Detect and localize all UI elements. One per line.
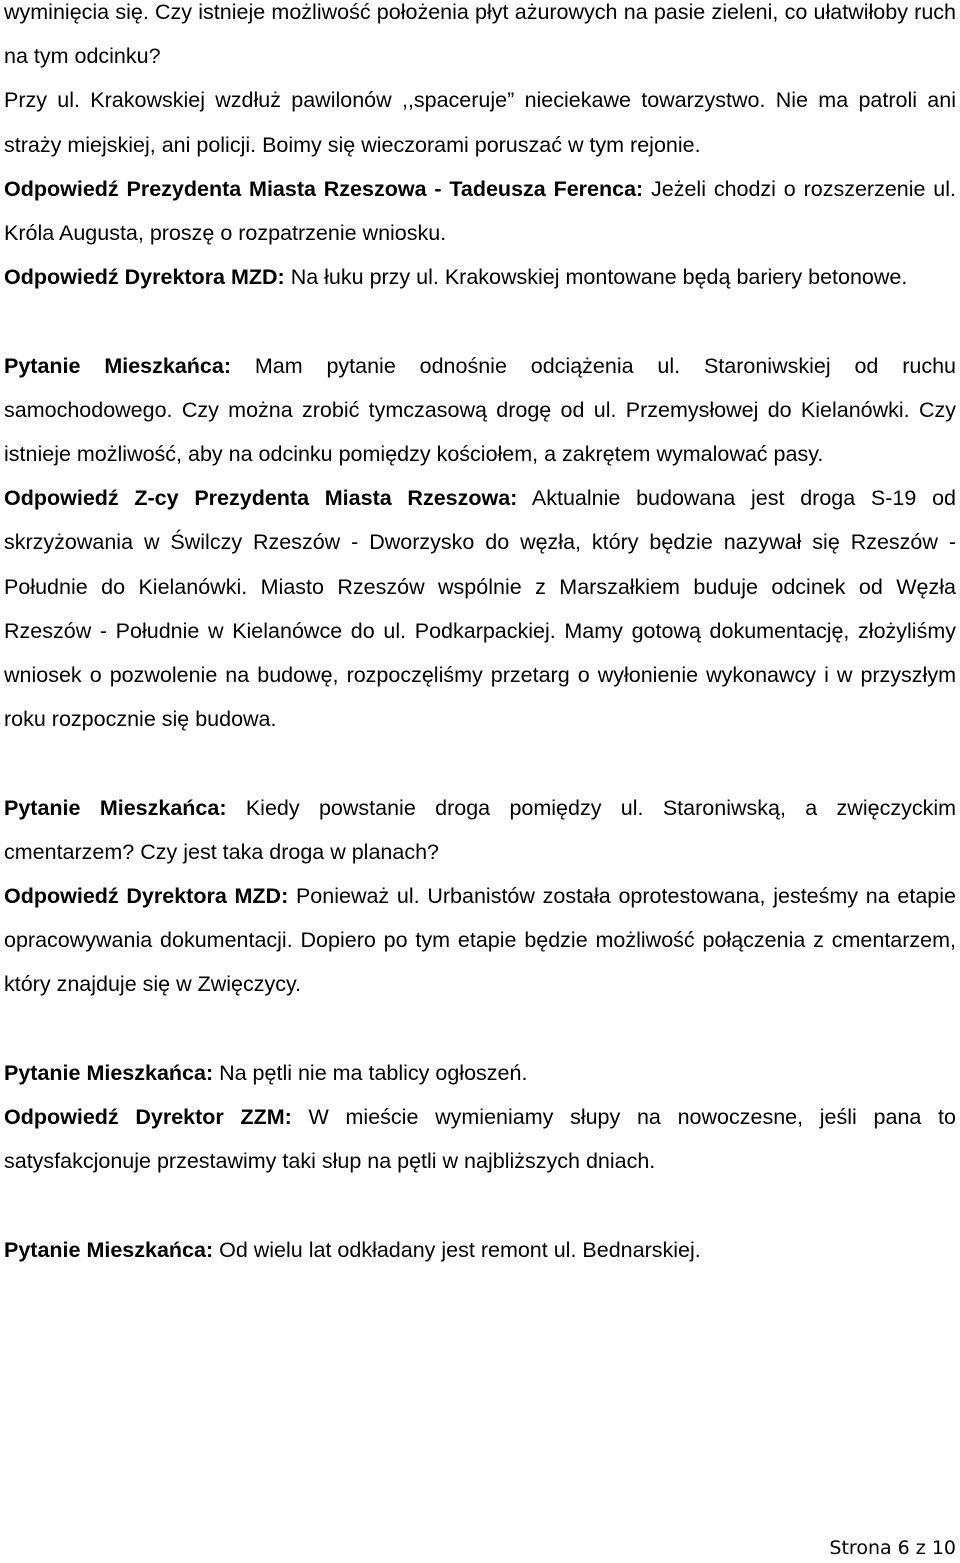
dialogue-paragraph [4, 255, 956, 299]
paragraph-text: Na łuku przy ul. Krakowskiej montowane będą bariery betonowe. [284, 265, 908, 290]
speaker-label: Pytanie Mieszkańca: [4, 1237, 214, 1262]
paragraph-text: Przy ul. Krakowskiej wzdłuż pawilonów ,,spaceruje” nieciekawe towarzystwo. Nie ma patroli ani straży miejskiej, ani policji. Boimy się wieczorami poruszać w tym rejonie. [4, 88, 956, 157]
dialogue-paragraph [4, 874, 956, 1007]
paragraph-text: wyminięcia się. Czy istnieje możliwość położenia płyt ażurowych na pasie zieleni, co ułatwiłoby ruch na tym odcinku? [4, 0, 956, 69]
speaker-label: Odpowiedź Dyrektora MZD: [4, 884, 289, 909]
paragraph-spacer [4, 1183, 956, 1227]
paragraph-text: Aktualnie budowana jest droga S-19 od skrzyżowania w Świlczy Rzeszów - Dworzysko do węzła, który będzie nazywał się Rzeszów - Południe do Kielanówki. Miasto Rzeszów wspólnie z Marszałkiem buduje odcinek od Węzła Rzeszów - Południe w Kielanówce do ul. Podkarpackiej. Mamy gotową dokumentację, złożyliśmy wniosek o pozwolenie na budowę, rozpoczęliśmy przetarg o wyłonienie wykonawcy i w przyszłym roku rozpocznie się budowa. [4, 486, 956, 732]
speaker-label: Pytanie Mieszkańca: [4, 353, 231, 378]
dialogue-paragraph [4, 786, 956, 874]
speaker-label: Odpowiedź Dyrektora MZD: [4, 265, 285, 290]
paragraph-text: Na pętli nie ma tablicy ogłoszeń. [213, 1060, 528, 1085]
dialogue-paragraph [4, 1228, 956, 1272]
paragraph-text: Ponieważ ul. Urbanistów została oprotestowana, jesteśmy na etapie opracowywania dokumentacji. Dopiero po tym etapie będzie możliwość połączenia z cmentarzem, który znajduje się w Zwięczycy. [4, 884, 956, 997]
speaker-label: Pytanie Mieszkańca: [4, 1060, 214, 1085]
speaker-label: Odpowiedź Z-cy Prezydenta Miasta Rzeszowa: [4, 486, 518, 511]
dialogue-paragraph [4, 344, 956, 477]
paragraph-text: Jeżeli chodzi o rozszerzenie ul. Króla Augusta, proszę o rozpatrzenie wniosku. [4, 176, 957, 246]
dialogue-paragraph [4, 1051, 956, 1095]
dialogue-paragraph [4, 1095, 956, 1183]
paragraph-spacer [4, 299, 956, 343]
speaker-label: Odpowiedź Prezydenta Miasta Rzeszowa - Tadeusza Ferenca: [4, 176, 644, 201]
paragraph-text: Od wielu lat odkładany jest remont ul. Bednarskiej. [213, 1237, 701, 1262]
dialogue-paragraph [4, 476, 956, 741]
paragraph-spacer [4, 741, 956, 785]
dialogue-paragraph [4, 167, 956, 255]
text-paragraph [4, 0, 956, 78]
text-paragraph [4, 78, 956, 166]
paragraph-text: Mam pytanie odnośnie odciążenia ul. Staroniwskiej od ruchu samochodowego. Czy można zrobić tymczasową drogę od ul. Przemysłowej do Kielanówki. Czy istnieje możliwość, aby na odcinku pomiędzy kościołem, a zakrętem wymalować pasy. [4, 353, 956, 467]
paragraph-text: Kiedy powstanie droga pomiędzy ul. Staroniwską, a zwięczyckim cmentarzem? Czy jest taka droga w planach? [4, 795, 957, 864]
speaker-label: Odpowiedź Dyrektor ZZM: [4, 1105, 292, 1130]
paragraph-spacer [4, 1007, 956, 1051]
paragraph-text: W mieście wymieniamy słupy na nowoczesne, jeśli pana to satysfakcjonuje przestawimy taki słup na pętli w najbliższych dniach. [4, 1105, 956, 1174]
page-number: Strona 6 z 10 [829, 1537, 956, 1559]
speaker-label: Pytanie Mieszkańca: [4, 795, 227, 820]
document-body [4, 0, 956, 1272]
